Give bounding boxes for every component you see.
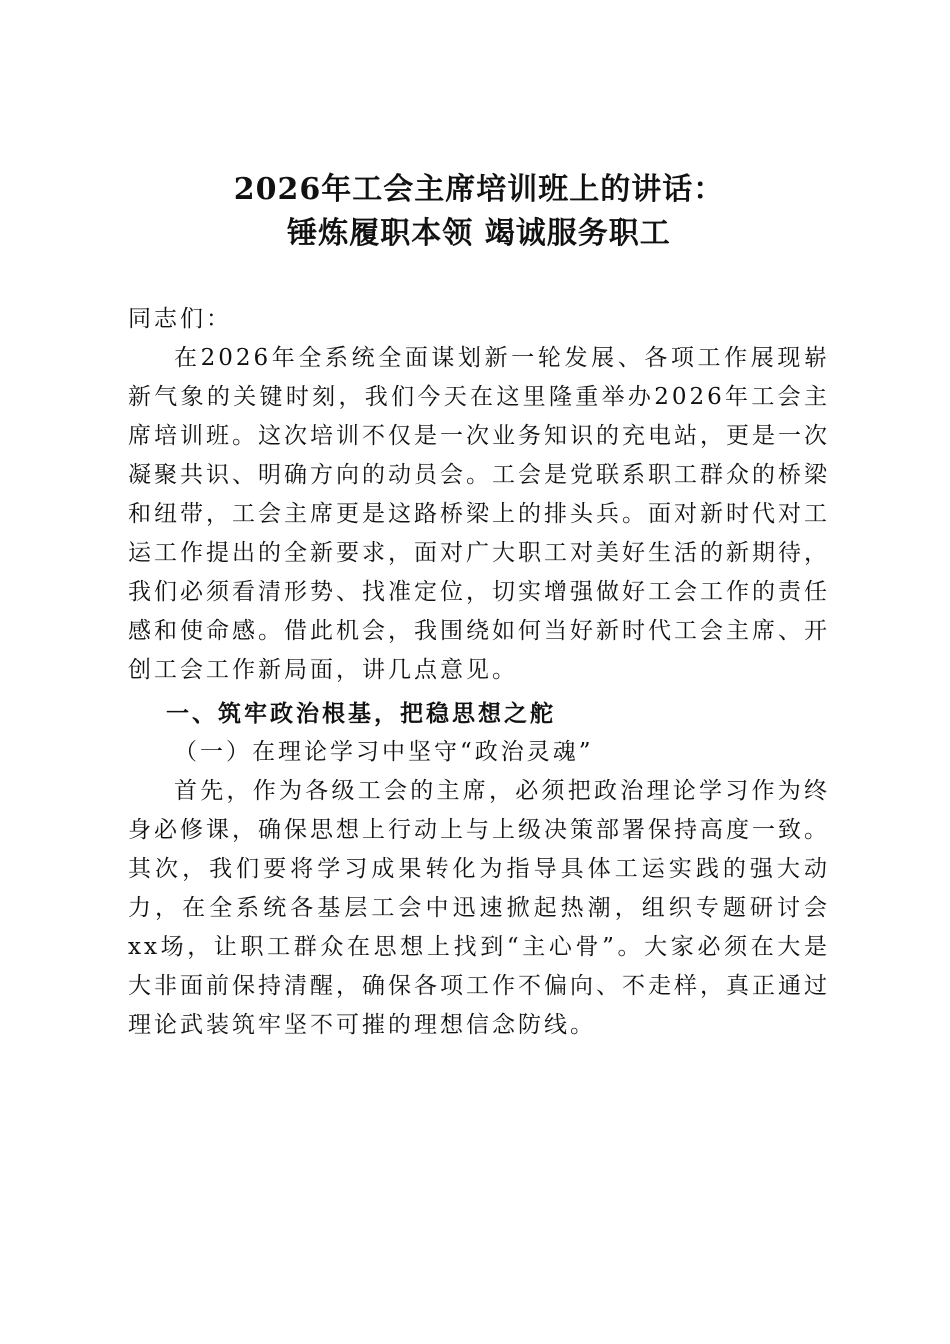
document-page xyxy=(128,168,830,1045)
intro-paragraph: 在2026年全系统全面谋划新一轮发展、各项工作展现崭新气象的关键时刻，我们今天在这里隆重举办2026年工会主席培训班。这次培训不仅是一次业务知识的充电站，更是一次凝聚共识、明确方向的动员会。工会是党联系职工群众的桥梁和纽带，工会主席更是这路桥梁上的排头兵。面对新时代对工运工作提出的全新要求，面对广大职工对美好生活的新期待，我们必须看清形势、找准定位，切实增强做好工会工作的责任感和使命感。借此机会，我围绕如何当好新时代工会主席、开创工会工作新局面，讲几点意见。 xyxy=(128,345,830,683)
greeting: 同志们： xyxy=(128,306,232,332)
section-1-heading: 一、筑牢政治根基，把稳思想之舵 xyxy=(166,700,556,727)
document-title-line1: 2026年工会主席培训班上的讲话： xyxy=(233,172,725,207)
subsection-1-heading: （一）在理论学习中坚守“政治灵魂” xyxy=(174,739,594,765)
document-title-line2: 锤炼履职本领 竭诚服务职工 xyxy=(287,216,671,251)
subsection-1-paragraph: 首先，作为各级工会的主席，必须把政治理论学习作为终身必修课，确保思想上行动上与上级决策部署保持高度一致。其次，我们要将学习成果转化为指导具体工运实践的强大动力，在全系统各基层工会中迅速掀起热潮，组织专题研讨会xx场，让职工群众在思想上找到“主心骨”。大家必须在大是大非面前保持清醒，确保各项工作不偏向、不走样，真正通过理论武装筑牢坚不可摧的理想信念防线。 xyxy=(128,778,830,1038)
